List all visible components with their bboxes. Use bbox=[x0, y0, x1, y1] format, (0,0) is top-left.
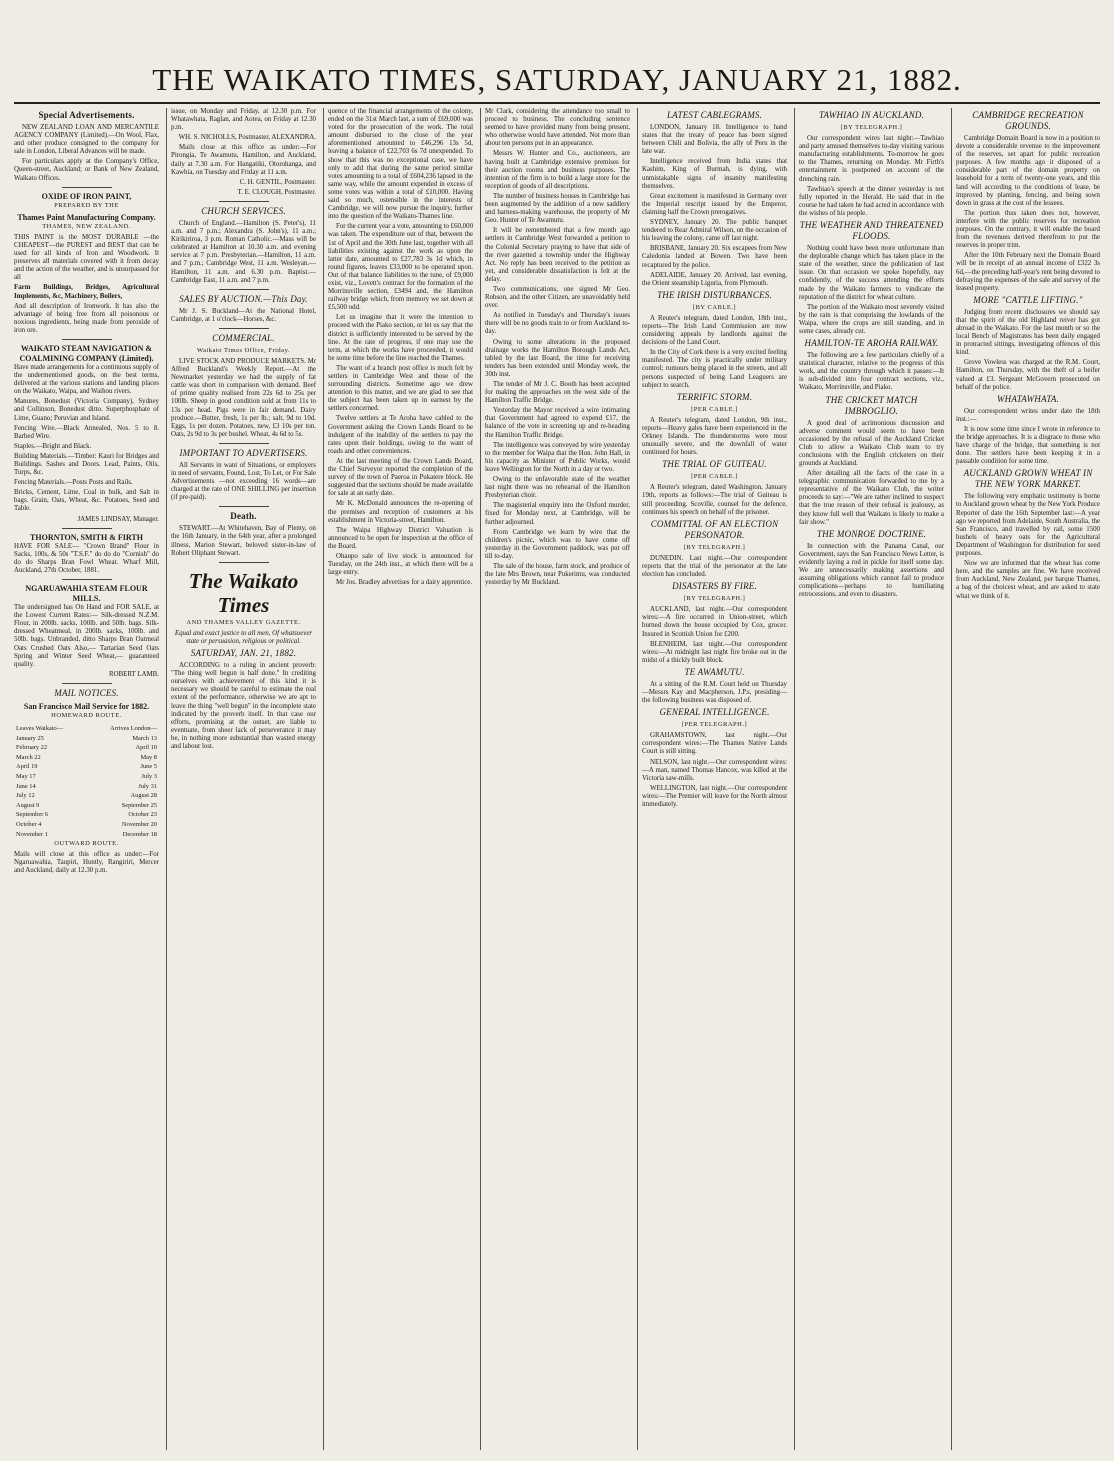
section-heading: THE WEATHER AND THREATENED FLOODS. bbox=[799, 220, 944, 242]
table-row bbox=[16, 783, 157, 791]
ad-subtitle: PREPARED BY THE bbox=[54, 201, 119, 209]
section-heading: TERRIFIC STORM. bbox=[676, 391, 753, 402]
section-heading: LATEST CABLEGRAMS. bbox=[666, 110, 763, 120]
paragraph: BLENHEIM, last night.—Our correspondent wires:—At midnight last night fire broke out in the midst of a thickly built block. bbox=[642, 640, 787, 664]
column-separator bbox=[794, 108, 795, 1450]
paragraph: The tender of Mr J. C. Booth has been accepted for making the approaches on the west side of the Hamilton Traffic Bridge. bbox=[485, 381, 630, 405]
paragraph: The Waipa Highway District Valuation is announced to be open for inspection at the office of the Board. bbox=[328, 526, 473, 550]
paragraph: HAVE FOR SALE— "Crown Brand" Flour in Sacks, 100s, & 50s "T.S.F." do do do "Cornish" do do do Sharps Bran Fowl Wheat. Wharf Mill, Auckland, 27th October, 1881. bbox=[14, 542, 159, 574]
column-6 bbox=[799, 108, 944, 1450]
column-separator bbox=[480, 108, 481, 1450]
table-header-cell: Arrives London— bbox=[109, 724, 157, 732]
table-row bbox=[16, 763, 157, 771]
paragraph: At a sitting of the R.M. Court held on Thursday—Messrs Kay and Macpherson, J.P.s, presiding—the following business was disposed of. bbox=[642, 680, 787, 705]
table-cell: September 25 bbox=[121, 801, 157, 809]
divider bbox=[62, 683, 112, 684]
paragraph: Judging from recent disclosures we should say that the spirit of the old Highland reiver has got abroad in the Waikato. For the last month or so the local Bench of Magistrates has been daily engaged in protracted sittings, investigating offences of this kind. bbox=[956, 308, 1100, 357]
section-heading: THE CRICKET MATCH IMBROGLIO. bbox=[825, 394, 918, 416]
paragraph: A good deal of acrimonious discussion and adverse comment would seem to have been occasioned by the refusal of the Auckland Cricket Club to allow a Waikato Club team to try conclusions with the English cricketers on their grounds at Auckland. bbox=[799, 419, 944, 467]
signature: WH. S. NICHOLLS, Postmaster, ALEXANDRA. bbox=[178, 134, 316, 142]
signature: ROBERT LAMB. bbox=[109, 670, 159, 678]
table-row bbox=[16, 802, 157, 810]
paragraph: For particulars apply at the Company's Office, Queen-street, Auckland; or Bank of New Zealand, Waikato Offices. bbox=[14, 158, 159, 182]
route-label: OUTWARD ROUTE. bbox=[54, 840, 119, 848]
paragraph: Farm Buildings, Bridges, Agricultural Implements, &c, Machinery, Boilers, bbox=[14, 284, 159, 300]
paragraph: Manures, Bonedust (Victoria Company), Sydney and Collinson, Bonedust ditto. Superphosphate of Lime, Guano; Peruvian and Island. bbox=[14, 398, 159, 422]
table-row bbox=[16, 831, 157, 839]
signature: T. E. CLOUGH, Postmaster. bbox=[237, 188, 316, 196]
paragraph: It is now some time since I wrote in reference to the bridge approaches. It is a disgrace to those who have charge of the bridge, that something is not done. The settlers have been keeping it in a passable condition for some time. bbox=[956, 425, 1100, 466]
section-subheading: [BY TELEGRAPH.] bbox=[683, 595, 746, 603]
paragraph: After the 10th February next the Domain Board will be in receipt of an annual income of £322 3s 6d,—the preceding half-year's rent being devoted to defraying the expenses of the sale and survey of the leased property. bbox=[956, 252, 1100, 292]
section-heading: GENERAL INTELLIGENCE. bbox=[659, 707, 770, 718]
table-header-row bbox=[16, 725, 157, 733]
table-cell: March 13 bbox=[132, 734, 157, 742]
table-cell: March 22 bbox=[16, 753, 41, 761]
table-cell: August 9 bbox=[16, 801, 40, 809]
ad-title: NGARUAWAHIA STEAM FLOUR MILLS. bbox=[25, 584, 148, 604]
section-heading: CHURCH SERVICES. bbox=[201, 205, 286, 216]
column-2 bbox=[171, 108, 316, 1450]
divider bbox=[62, 339, 112, 340]
paragraph: It will be remembered that a few month ago settlers in Cambridge West forwarded a petition to the Colonial Secretary praying to have that side of the river gazetted a township under the Highway Act. No reply has been received to the petition as yet, and considerable dissatisfaction is felt at the delay. bbox=[485, 227, 630, 283]
paragraph: BRISBANE, January 20. Six escapees from New Caledonia landed at Bowen. Two have been recaptured by the police. bbox=[642, 245, 787, 269]
paragraph: Mr Jos. Bradley advertises for a dairy apprentice. bbox=[336, 579, 473, 587]
paragraph: issue, on Monday and Friday, at 12.30 p.m. For Whatawhata, Raglan, and Aotea, on Friday at 12.30 p.m. bbox=[171, 108, 316, 132]
divider bbox=[62, 187, 112, 188]
paragraph: The intelligence was conveyed by wire yesterday to the member for Waipa that the Hon. John Hall, in his capacity as Minister of Public Works, would leave Wellington for the North in a day or two. bbox=[485, 441, 630, 473]
table-cell: December 18 bbox=[122, 830, 157, 838]
section-heading: THE MONROE DOCTRINE. bbox=[816, 528, 927, 539]
table-cell: April 19 bbox=[16, 763, 38, 771]
paragraph: Grove Vowless was charged at the R.M. Court, Hamilton, on Thursday, with the theft of a heifer valued at £3. Sergeant McGovern prosecuted on behalf of the police. bbox=[956, 359, 1100, 391]
table-cell: July 3 bbox=[141, 772, 157, 780]
section-heading: CAMBRIDGE RECREATION GROUNDS. bbox=[972, 110, 1084, 131]
table-cell: July 12 bbox=[16, 792, 35, 800]
table-cell: April 10 bbox=[135, 744, 157, 752]
paragraph: LONDON, January 18. Intelligence to hand states that the treaty of peace has been signed between Chili and Bolivia, the ally of Peru in the late war. bbox=[642, 124, 787, 156]
paragraph: Mr Clark, considering the attendance too small to proceed to business. The concluding sentence seemed to have provided many from being present, who otherwise would have attended. Not more than about ten persons put in an appearance. bbox=[485, 108, 630, 148]
section-heading: COMMERCIAL. bbox=[212, 332, 275, 343]
paragraph: Twelve settlers at Te Aroha have cabled to the Government asking the Crown Lands Board to be indulgent of the inability of the settlers to pay the rates upon their holdings, owing to the want of roads and other conveniences. bbox=[328, 415, 473, 455]
table-cell: July 31 bbox=[138, 782, 157, 790]
paragraph: Intelligence received from India states that Kashim, King of Burmah, is dying, with unmistakable signs of insanity manifesting themselves. bbox=[642, 158, 787, 190]
paragraph: The number of business houses in Cambridge has been augmented by the addition of a new saddlery and harness-making warehouse, the property of Mr Geo. Hunter of Te Awamutu. bbox=[485, 192, 630, 225]
paragraph: SYDNEY, January 20. The public banquet tendered to Rear Admiral Wilson, on the occasion of his leaving the colony, came off last night. bbox=[642, 219, 787, 243]
paragraph: GRAHAMSTOWN, last night.—Our correspondent wires:—The Thames Native Lands Court is still sitting. bbox=[642, 732, 787, 756]
divider bbox=[219, 443, 269, 444]
divider bbox=[62, 528, 112, 529]
section-heading: WHATAWHATA. bbox=[996, 393, 1060, 404]
divider bbox=[219, 562, 269, 563]
column-7 bbox=[956, 108, 1100, 1450]
paragraph: The portion of the Waikato most severely visited by the rain is that comprising the lowlands of the Waipa, where the crops are still standing, and in some cases, already cut. bbox=[799, 303, 944, 335]
ad-place: THAMES, NEW ZEALAND. bbox=[42, 222, 131, 230]
column-5 bbox=[642, 108, 787, 1450]
column-3 bbox=[328, 108, 473, 1450]
paragraph: WELLINGTON, last night.—Our correspondent wires:—The Premier will leave for the North almost immediately. bbox=[642, 784, 787, 808]
section-subheading: [PER TELEGRAPH.] bbox=[681, 721, 748, 729]
paragraph: The portion thus taken does not, however, interfere with the public reserves for recreation purposes. On the contrary, it will enable the board from the revenues derived therefrom to put the reserves in proper trim. bbox=[956, 209, 1100, 250]
section-heading: DISASTERS BY FIRE. bbox=[672, 581, 757, 592]
paragraph: quence of the financial arrangements of the colony, ended on the 31st March last, a sum of £69,000 was voted for the prosecution of the work. The total amount disbursed to the close of the year aforementioned amounted to £46,296 13s 5d, leaving a balance of £22,703 6s 7d unexpended. To show that this was no exceptional case, we have only to add that during the same period similar votes amounting to a total of £604,236 lapsed in the same way, while the amount expended in excess of some votes was within a total of £10,000. Having said so much, ostensible in the interests of Cambridge, we will now pursue the inquiry, further into the question of the Waikato-Thames line. bbox=[328, 108, 473, 221]
section-heading: AUCKLAND GROWN WHEAT IN THE NEW YORK MARKET. bbox=[963, 468, 1093, 490]
paragraph: NELSON, last night.—Our correspondent wires:—A man, named Thomas Hancox, was killed at the Victoria saw-mills. bbox=[642, 758, 787, 782]
paragraph: Tawhiao's speech at the dinner yesterday is not fully reported in the Herald. He said that in the course he had taken he had acted in accordance with the wishes of his people. bbox=[799, 185, 944, 217]
ad-title: THORNTON, SMITH & FIRTH bbox=[30, 532, 143, 542]
dateline: SATURDAY, JAN. 21, 1882. bbox=[190, 648, 297, 659]
mail-table bbox=[14, 723, 159, 840]
paragraph: Two communications, one signed Mr Geo. Robson, and the other Citizen, are unavoidably held over. bbox=[485, 285, 630, 310]
column-4 bbox=[485, 108, 630, 1450]
paragraph: A Reuter's telegram, dated London, 9th inst., reports—Heavy gales have been experienced in the Orkney Islands. The thunderstorms were most unusually severe, and the downfall of water continued for hours. bbox=[642, 416, 787, 457]
paragraph: ADELAIDE, January 20. Arrived, last evening, the Orient steamship Liguria, from Plymouth. bbox=[642, 271, 787, 287]
table-cell: June 14 bbox=[16, 782, 36, 790]
table-cell: August 28 bbox=[130, 792, 157, 800]
paragraph: Messrs W. Hunter and Co., auctioneers, are having built at Cambridge extensive premises for their auction rooms and business purposes. The intention of the firm is to build a large store for the reception of goods of all descriptions. bbox=[485, 150, 630, 190]
lead-paragraph: ACCORDING to a ruling in ancient proverb: "The thing well begun is half done." In crediting ourselves with achievement of this kind it is necessary we should be careful to estimate the real extent of the performance, otherwise we are apt to leave the thing "well begun" in the incomplete state indicated by the proverb itself. In that case our efforts, promising at the outset, are liable to eventuate, from sheer lack of perseverance it may be, in nothing more substantial than wasted energy and labour lost. bbox=[171, 662, 316, 750]
paragraph: A Reuter's telegram, dated London, 18th inst., reports—The Irish Land Commission are now considering appeals by landlords against the decisions of the Land Court. bbox=[642, 314, 787, 347]
paragraph: Mr K. McDonald announces the re-opening of the premises and reception of customers at his establishment in Victoria-street, Hamilton. bbox=[328, 500, 473, 524]
column-separator bbox=[323, 108, 324, 1450]
table-cell: October 4 bbox=[16, 820, 42, 828]
paragraph: Let us imagine that it were the intention to proceed with the Piako section, or let us say that the district is sufficiently interested to be served by the line. At the rate of progress, if one may use the term, at which the works have proceeded, it would be some time before the line reached the Thames. bbox=[328, 314, 473, 362]
paragraph: STEWART.—At Whitehaven, Bay of Plenty, on the 16th January, in the 64th year, after a prolonged illness, Marion Stewart, beloved sister-in-law of Robert Oliphant Stewart. bbox=[171, 525, 316, 557]
section-heading: COMMITTAL OF AN ELECTION PERSONATOR. bbox=[650, 518, 779, 540]
table-cell: January 25 bbox=[16, 734, 44, 742]
section-heading: Death. bbox=[230, 511, 257, 522]
paragraph: Mails close at this office as under:—For Pirongia, Te Awamutu, Hamilton, and Auckland, daily at 7.30 a.m. For Hangatiki, Otorohanga, and Kawhia, on Tuesday and Friday at 11 a.m. bbox=[171, 144, 316, 176]
paragraph: Building Materials.—Timber: Kauri for Bridges and Buildings. Sashes and Doors. Lead, Paints, Oils, Turps, &c. bbox=[14, 452, 159, 477]
paragraph: Mr J. S. Buckland—At the National Hotel, Cambridge, at 1 o'clock—Horses, &c. bbox=[171, 307, 316, 323]
route-label: HOMEWARD ROUTE. bbox=[51, 711, 122, 719]
table-cell: November 20 bbox=[122, 820, 157, 828]
paragraph: Our correspondent wires last night:—Tawhiao and party amused themselves to-day visiting various manufacturing establishments. To-morrow he goes to the Thames, returning on Monday. Mr Firth's entertainment is postponed on account of the drenching rain. bbox=[799, 135, 944, 183]
section-subheading: [PER CABLE.] bbox=[691, 405, 738, 413]
paragraph: THIS PAINT is the MOST DURABLE —the CHEAPEST—the PUREST and BEST that can be used for all kinds of Iron and Woodwork. It preserves all materials covered with it from decay and the action of the weather, and is unsurpassed for all bbox=[14, 233, 159, 282]
ad-title: OXIDE OF IRON PAINT, bbox=[41, 191, 132, 201]
section-subheading: Waikato Times Office, Friday. bbox=[196, 346, 291, 354]
paragraph: Cambridge Domain Board is now in a position to devote a considerable revenue to the improvement of the reserves, set apart for public recreation purposes. A few months ago it disposed of a considerable part of the domain property on leasehold for a term of twenty-one years, and this land will according to the conditions of lease, be improved by planting, fencing, and being sown down in grass at the cost of the lessees. bbox=[956, 135, 1100, 207]
paragraph: Fencing Wire.—Black Annealed, Nos. 5 to 8. Barbed Wire. bbox=[14, 424, 159, 440]
paragraph: Mails will close at this office as under:—For Ngaruawahia, Taupiri, Huntly, Rangiriri, Mercer and Auckland, daily at 12.30 p.m. bbox=[14, 851, 159, 875]
logo-subtitle: AND THAMES VALLEY GAZETTE. bbox=[186, 618, 301, 626]
paragraph: The magisterial enquiry into the Oxford murder, fixed for Monday next, at Cambridge, will be further adjourned. bbox=[485, 502, 630, 526]
paragraph: At the last meeting of the Crown Lands Board, the Chief Surveyor reported the completion of the survey of the town of Paeroa in Pukatere block. He suggested that the sections should be made available for sale at an early date. bbox=[328, 457, 473, 498]
table-cell: September 6 bbox=[16, 811, 49, 819]
divider bbox=[219, 328, 269, 329]
paragraph: Owing to some alterations in the proposed drainage works the Hamilton Borough Lands Act, tabled by the last Board, the time for receiving tenders has been extended until Monday week, the 30th inst. bbox=[485, 338, 630, 378]
columns-container bbox=[14, 108, 1100, 1450]
paragraph: LIVE STOCK AND PRODUCE MARKETS. Mr Alfred Buckland's Weekly Report.—At the Newmarket yesterday we had the supply of fat cattle was short in comparison with demand. Beef of prime quality realised from 22s 6d to 25s per 100lb. Sheep in good condition sold at from 11s to 13s per head. Pigs were in fair demand. Dairy produce.—Butter, fresh, 1s per lb.; salt, 9d to 10d. Eggs, 1s per dozen. Potatoes, new, £3 10s per ton. Oats, 2s 9d to 3s per bushel. Wheat, 4s 6d to 5s. bbox=[171, 357, 316, 438]
paragraph: The undersigned has On Hand and FOR SALE, at the Lowest Current Rates:— Silk-dressed N.Z.M. Flour, in 200lb. sacks, 100lb. and 50lb. bags. Silk-dressed Wheatmeal, in 200lb. sacks, 100lb. and 50lb. bags. Unbranded, ditto Sharps Bran Oatmeal Oats Crushed Oats Also,— Tartarian Seed Oats Spring and Winter Seed Wheat,— guaranteed quality. bbox=[14, 604, 159, 668]
table-row bbox=[16, 744, 157, 752]
table-cell: June 5 bbox=[140, 763, 157, 771]
section-heading: MORE "CATTLE LIFTING." bbox=[973, 294, 1083, 305]
newspaper-logo: The Waikato Times bbox=[188, 568, 299, 617]
column-separator bbox=[166, 108, 167, 1450]
section-subheading: San Francisco Mail Service for 1882. bbox=[23, 701, 150, 711]
section-heading: THE IRISH DISTURBANCES. bbox=[657, 289, 772, 300]
paragraph: NEW ZEALAND LOAN AND MERCANTILE AGENCY COMPANY (Limited).—On Wool, Flax, and other produce consigned to the company for sale in London, Liberal Advances will be made. bbox=[14, 124, 159, 156]
section-heading: Special Advertisements. bbox=[38, 110, 135, 120]
paragraph: And all description of Ironwork. It has also the advantage of being free from all poisonous or noxious ingredients, being made from peroxide of iron ore. bbox=[14, 302, 159, 334]
paragraph: DUNEDIN. Last night.—Our correspondent reports that the trial of the personator at the late election has concluded. bbox=[642, 554, 787, 579]
table-header-cell: Leaves Waikato— bbox=[16, 724, 64, 732]
divider bbox=[219, 506, 269, 507]
paragraph: Fencing Materials.—Posts Posts and Rails. bbox=[14, 479, 133, 487]
table-row bbox=[16, 735, 157, 743]
paragraph: Nothing could have been more unfortunate than the deplorable change which has taken place in the state of the weather, since the publication of last issue. On that occasion we spoke hopefully, nay confidently, of the success attending the efforts made by the Waikato farmers to vindicate the reputation of the district for wheat culture. bbox=[799, 245, 944, 301]
paragraph: Owing to the unfavorable state of the weather last night there was no rehearsal of the Hamilton Presbyterian choir. bbox=[485, 476, 630, 500]
paragraph: Yesterday the Mayor received a wire intimating that Government had agreed to expend £17, the balance of the vote in screening up and re-heading the Hamilton Traffic Bridge. bbox=[485, 407, 630, 439]
paragraph: The sale of the house, farm stock, and produce of the late Mrs Brown, near Pukerimu, was conducted yesterday by Mr Buckland. bbox=[485, 562, 630, 587]
masthead-title: THE WAIKATO TIMES, SATURDAY, JANUARY 21, 1882. bbox=[152, 62, 962, 97]
column-separator bbox=[951, 108, 952, 1450]
paragraph: Ohaupo sale of live stock is announced for Tuesday, on the 24th inst., at which there will be a large entry. bbox=[328, 552, 473, 577]
column-1 bbox=[14, 108, 159, 1450]
section-subheading: [BY TELEGRAPH.] bbox=[840, 124, 903, 131]
paragraph: After detailing all the facts of the case in a telegraphic communication forwarded to me by a representative of the Waikato Club, the writer proceeds to say:—"We are rather inclined to suspect that the true reason of their refusal is jealousy, as they know full well that Waikato is likely to make a fair show." bbox=[799, 470, 944, 526]
divider bbox=[219, 201, 269, 202]
signature: C. H. GENTIL, Postmaster. bbox=[239, 178, 316, 186]
table-cell: May 17 bbox=[16, 772, 36, 780]
table-cell: February 22 bbox=[16, 744, 48, 752]
masthead-rule bbox=[14, 102, 1100, 104]
section-heading: SALES BY AUCTION.—This Day. bbox=[179, 293, 308, 304]
ad-title: WAIKATO STEAM NAVIGATION & COALMINING COMPANY (Limited). bbox=[19, 343, 154, 363]
paragraph: All Servants in want of Situations, or employers in need of servants, Found, Lost, To Let, or For Sale Advertisements —not exceeding 16 words—are charged at the rate of ONE SHILLING per insertion (if pre-paid). bbox=[171, 461, 316, 502]
section-heading: TE AWAMUTU. bbox=[684, 666, 745, 677]
section-subheading: [PER CABLE.] bbox=[691, 473, 738, 481]
table-cell: November 1 bbox=[16, 830, 48, 838]
table-row bbox=[16, 811, 157, 819]
table-row bbox=[16, 792, 157, 800]
section-heading: IMPORTANT TO ADVERTISERS. bbox=[179, 447, 308, 458]
paragraph: AUCKLAND, last night.—Our correspondent wires:—A fire occurred in Union-street, which burned down the house occupied by Cox, grocer. Insured in Scottish Union for £200. bbox=[642, 606, 787, 638]
section-heading: MAIL NOTICES. bbox=[54, 687, 119, 698]
column-separator bbox=[637, 108, 638, 1450]
paragraph: Church of England.—Hamilton (S. Peter's), 11 a.m. and 7 p.m.; Alexandra (S. John's), 11 a.m.; Kirikiriroa, 3 p.m. Roman Catholic.—Mass will be celebrated at Hamilton at 10.30 a.m. and evening service at 7 p.m. Presbyterian.—Hamilton, 11 a.m. and 7 p.m.; Cambridge West, 11 a.m. Wesleyan.—Hamilton, 11 a.m. and 6.30 p.m. Baptist.—Cambridge East, 11 a.m. and 7 p.m. bbox=[171, 219, 316, 284]
paragraph: The want of a branch post office is much felt by settlers in Cambridge West and those of the surrounding districts. Sometime ago we drew attention to this matter, and we are glad to see that the subject has been taken up in earnest by the settlers concerned. bbox=[328, 364, 473, 413]
section-subheading: [BY CABLE.] bbox=[692, 303, 737, 311]
paragraph: Have made arrangements for a continuous supply of the undermentioned goods, on the best terms, delivered at the various stations and landing places on the Waikato, Waipa, and Waihou rivers. bbox=[14, 363, 159, 396]
table-row bbox=[16, 773, 157, 781]
paragraph: A Reuter's telegram, dated Washington, January 19th, reports as follows:—The trial of Guiteau is still proceeding. Scoville, counsel for the defence, continues his speech on behalf of the prisoner. bbox=[642, 484, 787, 516]
table-row bbox=[16, 754, 157, 762]
paragraph: For the current year a vote, amounting to £60,000 was taken. The expenditure out of that, between the 1st of April and the 30th June last, together with all liabilities existing against the work as upon the latter date, amounted to £27,783 3s 1d which, in round figures, leaves £33,000 to be operated upon. Out of that balance liabilities to the tune, of £9,000 exist, viz., Lovett's contract for the formation of the Morrinsville section, £3494 and, the Hamilton railway bridge which, from memory we set down at £5,500 odd. bbox=[328, 223, 473, 312]
divider bbox=[219, 289, 269, 290]
paragraph: As notified in Tuesday's and Thursday's issues there will be no goods train to or from Auckland to-day. bbox=[485, 312, 630, 336]
paragraph: Staples.—Bright and Black. bbox=[14, 442, 92, 450]
paragraph: The following very emphatic testimony is borne to Auckland grown wheat by the New York Produce Reporter of date the 16th September last:—A year ago we reported from Adelaide, South Australia, the San Francisco, and travelled by rail, some 1500 bushels of heavy oats for the Agricultural Department of Washington for distribution for seed purposes. bbox=[956, 493, 1100, 558]
ad-company: Thames Paint Manufacturing Company. bbox=[17, 212, 156, 222]
paragraph: Great excitement is manifested in Germany over the Imperial rescript issued by the Emperor, claiming half the Crown prerogatives. bbox=[642, 192, 787, 216]
paragraph: From Cambridge we learn by wire that the children's picnic, which was to have come off yesterday in the Government paddock, was put off till to-day. bbox=[485, 528, 630, 560]
section-heading: TAWHIAO IN AUCKLAND. bbox=[818, 110, 925, 120]
section-heading: HAMILTON-TE AROHA RAILWAY. bbox=[804, 338, 939, 349]
paragraph: Bricks, Cement, Lime, Coal in bulk, and Salt in bags. Grain, Oats, Wheat, &c. Potatoes, Seed and Table. bbox=[14, 489, 159, 513]
paragraph: The following are a few particulars chiefly of a statistical character, relative to the progress of this work, and the country through which it passes:—It is sub-divided into four contract sections, viz., Waikato, Morrinsville, and Piako. bbox=[799, 352, 944, 392]
paragraph: Our correspondent writes under date the 18th inst.:— bbox=[956, 407, 1100, 423]
paragraph: In the City of Cork there is a very excited feeling manifested. The city is practically under military control; rumours being placed in the streets, and all persons suspected of being Land Leaguers are subject to search. bbox=[642, 349, 787, 389]
table-cell: May 8 bbox=[140, 753, 157, 761]
divider bbox=[62, 579, 112, 580]
section-subheading: [BY TELEGRAPH.] bbox=[683, 543, 746, 551]
paragraph: In connection with the Panama Canal, our Government, says the San Francisco News Letter, is evidently laying a rod in pickle for itself some day. We are unnecessarily making assertions and assuming obligations which cannot fail to produce complications—perhaps to humiliating retrocessions, and even to disasters. bbox=[799, 542, 944, 599]
section-heading: THE TRIAL OF GUITEAU. bbox=[662, 459, 767, 470]
table-cell: October 23 bbox=[128, 811, 157, 819]
motto: Equal and exact justice to all men, Of whatsoever state or persuasion, religious or political. bbox=[174, 629, 313, 645]
signature: JAMES LINDSAY, Manager. bbox=[77, 515, 159, 523]
table-row bbox=[16, 821, 157, 829]
paragraph: Now we are informed that the wheat has come here, and the samples are fine. We have received from Auckland, New Zealand, per barque Thames, a bag of the choicest wheat, and are asked to state what we think of it. bbox=[956, 560, 1100, 600]
